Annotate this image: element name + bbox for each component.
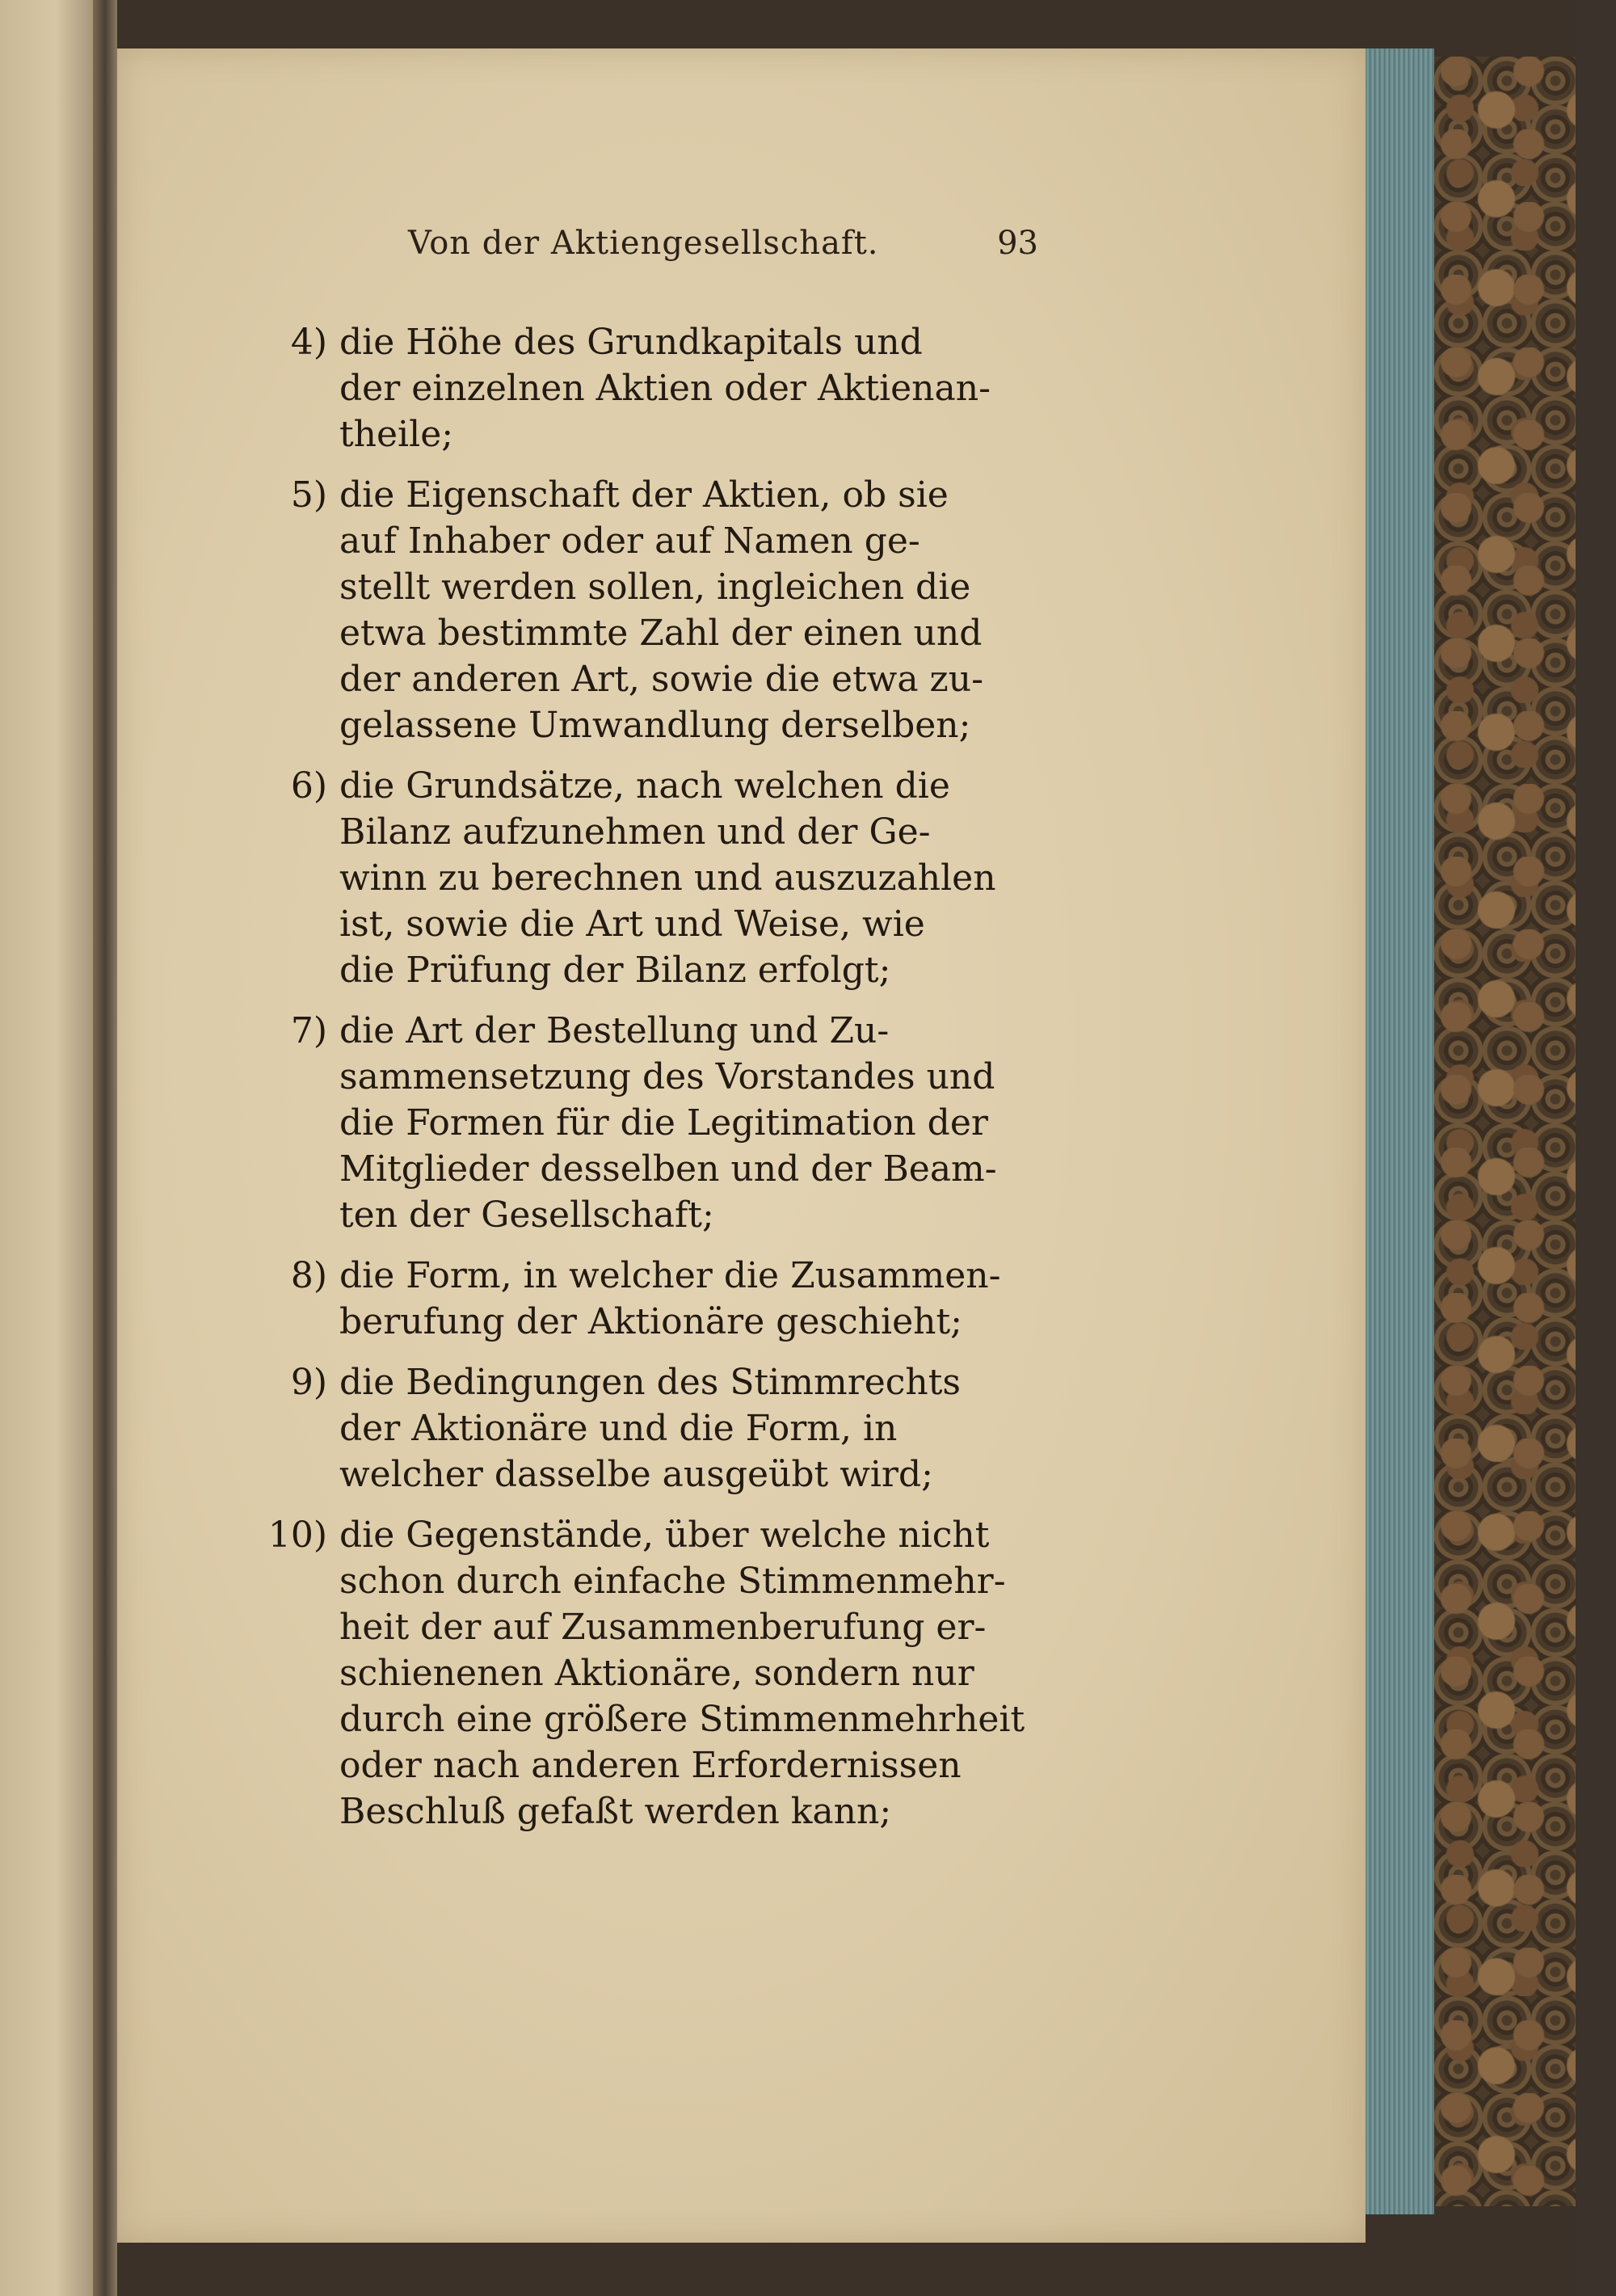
list-item-number: 6) [290,765,327,807]
text-line: ten der Gesellschaft; [339,1194,714,1236]
text-line: die Eigenschaft der Aktien, ob sie [339,474,949,516]
list-item [234,1359,1046,1498]
text-line: heit der auf Zusammenberufung er- [339,1607,987,1648]
list-item-number: 4) [290,322,327,363]
list-item-text [339,319,1046,457]
list-item-text [339,472,1046,748]
text-line: die Art der Bestellung und Zu- [339,1010,890,1051]
text-line: welcher dasselbe ausgeübt wird; [339,1454,933,1495]
text-line: schon durch einfache Stimmenmehr- [339,1561,1006,1602]
list-item-number: 10) [267,1515,327,1556]
page-number: 93 [997,225,1038,262]
text-line: etwa bestimmte Zahl der einen und [339,613,983,654]
book-gutter [93,0,117,2296]
list-item-number: 7) [290,1010,327,1051]
list-item-text [339,763,1046,993]
text-line: die Höhe des Grundkapitals und [339,322,923,363]
list-item-number: 9) [290,1362,327,1403]
list-item [234,319,1046,457]
text-line: Beschluß gefaßt werden kann; [339,1791,892,1832]
text-line: der einzelnen Aktien oder Aktienan- [339,368,991,409]
text-line: durch eine größere Stimmenmehrheit [339,1699,1025,1740]
list-item [234,1253,1046,1345]
text-line: berufung der Aktionäre geschieht; [339,1301,962,1342]
list-item-text [339,1512,1046,1835]
list-item [234,1008,1046,1238]
list-item [234,1512,1046,1835]
text-line: gelassene Umwandlung derselben; [339,705,971,746]
list-item [234,763,1046,993]
cover-edge [1576,0,1616,2296]
text-line: schienenen Aktionäre, sondern nur [339,1653,974,1694]
text-line: theile; [339,414,454,455]
list-item [234,472,1046,748]
text-line: stellt werden sollen, ingleichen die [339,567,971,608]
text-line: die Prüfung der Bilanz erfolgt; [339,950,891,991]
list-item-number: 8) [290,1255,327,1296]
list-item-text [339,1008,1046,1238]
text-line: auf Inhaber oder auf Namen ge- [339,520,920,562]
list-item-text [339,1359,1046,1498]
text-line: die Gegenstände, über welche nicht [339,1515,990,1556]
text-line: die Grundsätze, nach welchen die [339,765,950,807]
text-line: der Aktionäre und die Form, in [339,1408,898,1449]
text-line: ist, sowie die Art und Weise, wie [339,904,925,945]
text-line: oder nach anderen Erfordernissen [339,1745,962,1786]
text-line: Mitglieder desselben und der Beam- [339,1148,997,1190]
text-line: sammensetzung des Vorstandes und [339,1056,995,1097]
text-line: der anderen Art, sowie die etwa zu- [339,659,983,700]
numbered-list [234,319,1046,1849]
running-header: Von der Aktiengesellschaft. [408,225,879,262]
list-item-text [339,1253,1046,1345]
list-item-number: 5) [290,474,327,516]
text-line: die Form, in welcher die Zusammen- [339,1255,1001,1296]
page-block-edges [1366,48,1434,2214]
previous-page-edge [0,0,93,2296]
text-line: die Bedingungen des Stimmrechts [339,1362,962,1403]
text-line: Bilanz aufzunehmen und der Ge- [339,811,931,853]
text-line: winn zu berechnen und auszuzahlen [339,857,996,899]
text-line: die Formen für die Legitimation der [339,1102,988,1144]
